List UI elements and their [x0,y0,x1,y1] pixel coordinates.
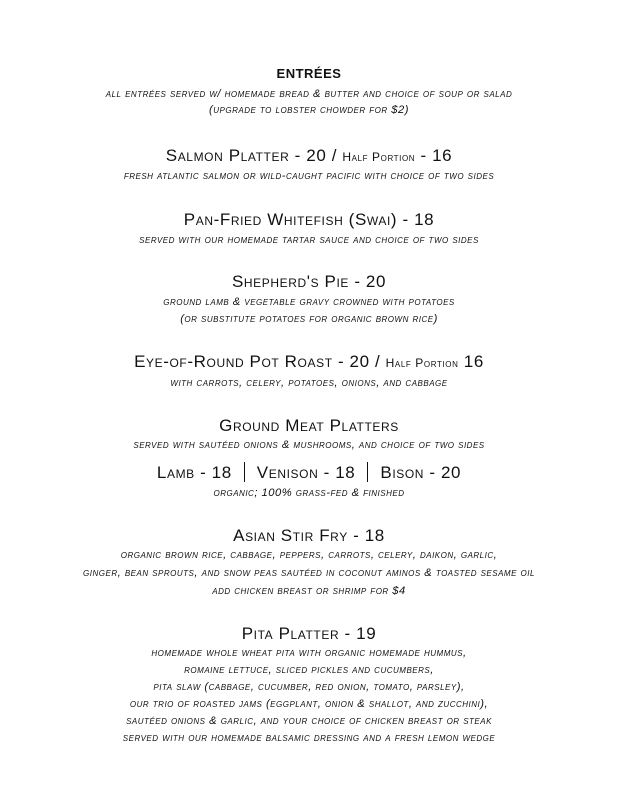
stir-fry-heading: Asian Stir Fry - 18 [233,526,385,545]
stir-fry-description-1: organic brown rice, cabbage, peppers, carrots, celery, daikon, garlic, [120,549,498,561]
ground-meat-heading: Ground Meat Platters [219,416,399,435]
option-bison: Bison - 20 [380,463,462,482]
salmon-heading [0,146,618,166]
whitefish-description: served with our homemade tartar sauce and choice of two sides [139,234,479,246]
intro-line-2: (upgrade to lobster chowder for $2) [209,104,409,116]
menu-title: entrées [276,62,342,82]
salmon-name-price: Salmon Platter - 20 / [165,146,343,165]
pot-roast-name-price: Eye-of-Round Pot Roast - 20 / [134,352,386,371]
pita-description-3: pita slaw (cabbage, cucumber, red onion, tomato, parsley), [153,681,465,693]
divider [367,462,368,482]
shepherds-pie-description-2: (or substitute potatoes for organic brown rice) [180,313,438,325]
ground-meat-options [0,462,618,483]
pita-description-5: sautéed onions & garlic, and your choice of chicken breast or steak [126,715,492,727]
option-venison: Venison - 18 [256,463,356,482]
salmon-description: fresh atlantic salmon or wild-caught pacific with choice of two sides [123,170,495,182]
pot-roast-half-label: Half Portion [385,356,459,370]
pita-heading: Pita Platter - 19 [241,624,377,643]
option-lamb: Lamb - 18 [156,463,232,482]
salmon-half-price: - 16 [415,146,453,165]
ground-meat-description: served with sautéed onions & mushrooms, and choice of two sides [133,439,485,451]
stir-fry-description-2: ginger, bean sprouts, and snow peas sautéed in coconut aminos & toasted sesame oil [83,567,535,579]
shepherds-pie-description-1: ground lamb & vegetable gravy crowned with potatoes [163,296,455,308]
shepherds-pie-heading: Shepherd's Pie - 20 [231,272,387,291]
stir-fry-addon: add chicken breast or shrimp for $4 [212,585,406,597]
pot-roast-description: with carrots, celery, potatoes, onions, and cabbage [170,377,448,389]
divider [244,462,245,482]
pot-roast-half-price: 16 [458,352,484,371]
ground-meat-note: organic; 100% grass-fed & finished [213,487,405,499]
pita-description-4: our trio of roasted jams (eggplant, onion & shallot, and zucchini), [129,698,489,710]
intro-line-1: all entrées served w/ homemade bread & butter and choice of soup or salad [105,88,513,100]
whitefish-heading: Pan-Fried Whitefish (Swai) - 18 [183,210,435,229]
salmon-half-label: Half Portion [342,150,416,164]
pita-description-2: romaine lettuce, sliced pickles and cucumbers, [184,664,434,676]
pita-description-6: served with our homemade balsamic dressing and a fresh lemon wedge [122,732,496,744]
pot-roast-heading [0,352,618,372]
pita-description-1: homemade whole wheat pita with organic homemade hummus, [151,647,467,659]
